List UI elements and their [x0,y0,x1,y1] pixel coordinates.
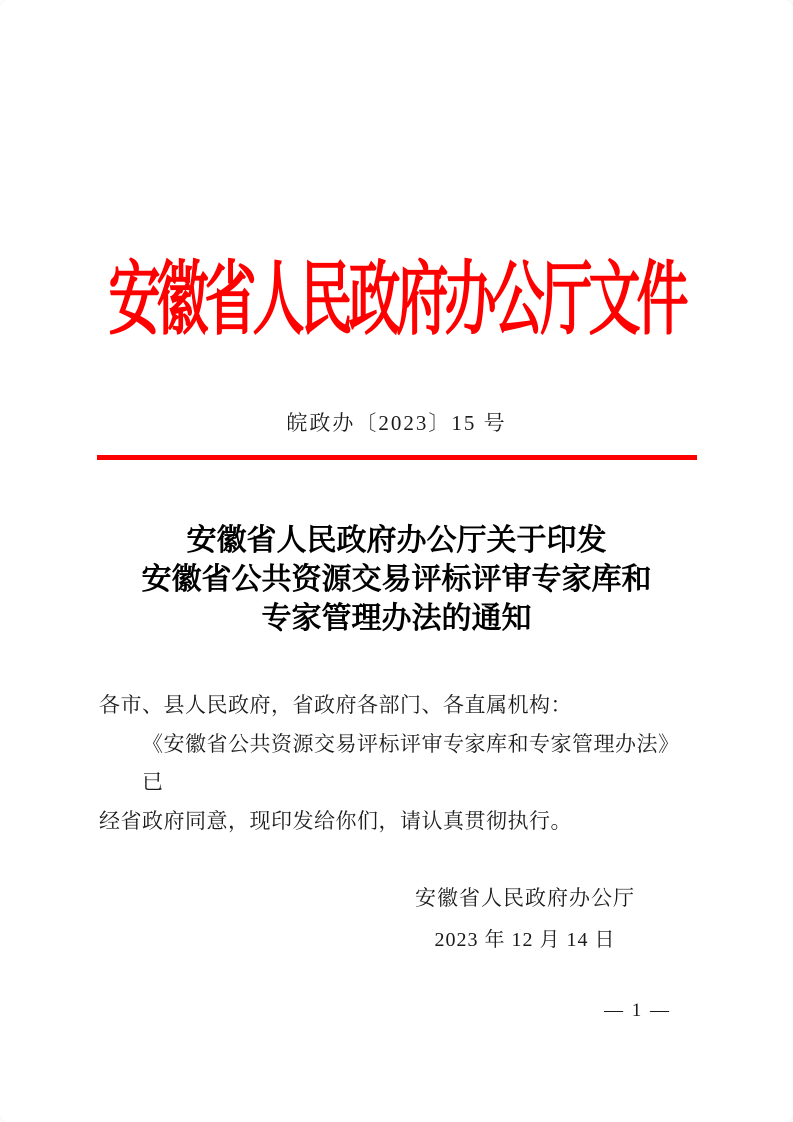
issuing-authority: 安徽省人民政府办公厅 [415,886,635,910]
letterhead-title: 安徽省人民政府办公厅文件 [108,257,685,346]
signature-block [340,884,710,954]
body-salutation: 各市、县人民政府，省政府各部门、各直属机构： [99,693,572,717]
notice-title-line-3: 专家管理办法的通知 [261,602,532,635]
notice-title-line-1: 安徽省人民政府办公厅关于印发 [186,524,607,557]
body-paragraph-line-2: 经省政府同意，现印发给你们，请认真贯彻执行。 [99,808,572,833]
doc-reference-number: 皖政办〔2023〕15 号 [286,411,507,435]
issue-date: 2023 年 12 月 14 日 [434,929,616,951]
notice-title [0,521,793,638]
letterhead [0,252,793,352]
page-number: — 1 — [604,1000,671,1021]
red-separator-line [97,455,697,460]
notice-title-line-2: 安徽省公共资源交易评标评审专家库和 [141,563,652,596]
body-paragraph-line-1: 《安徽省公共资源交易评标评审专家库和专家管理办法》已 [142,731,680,794]
body-text [99,686,700,840]
